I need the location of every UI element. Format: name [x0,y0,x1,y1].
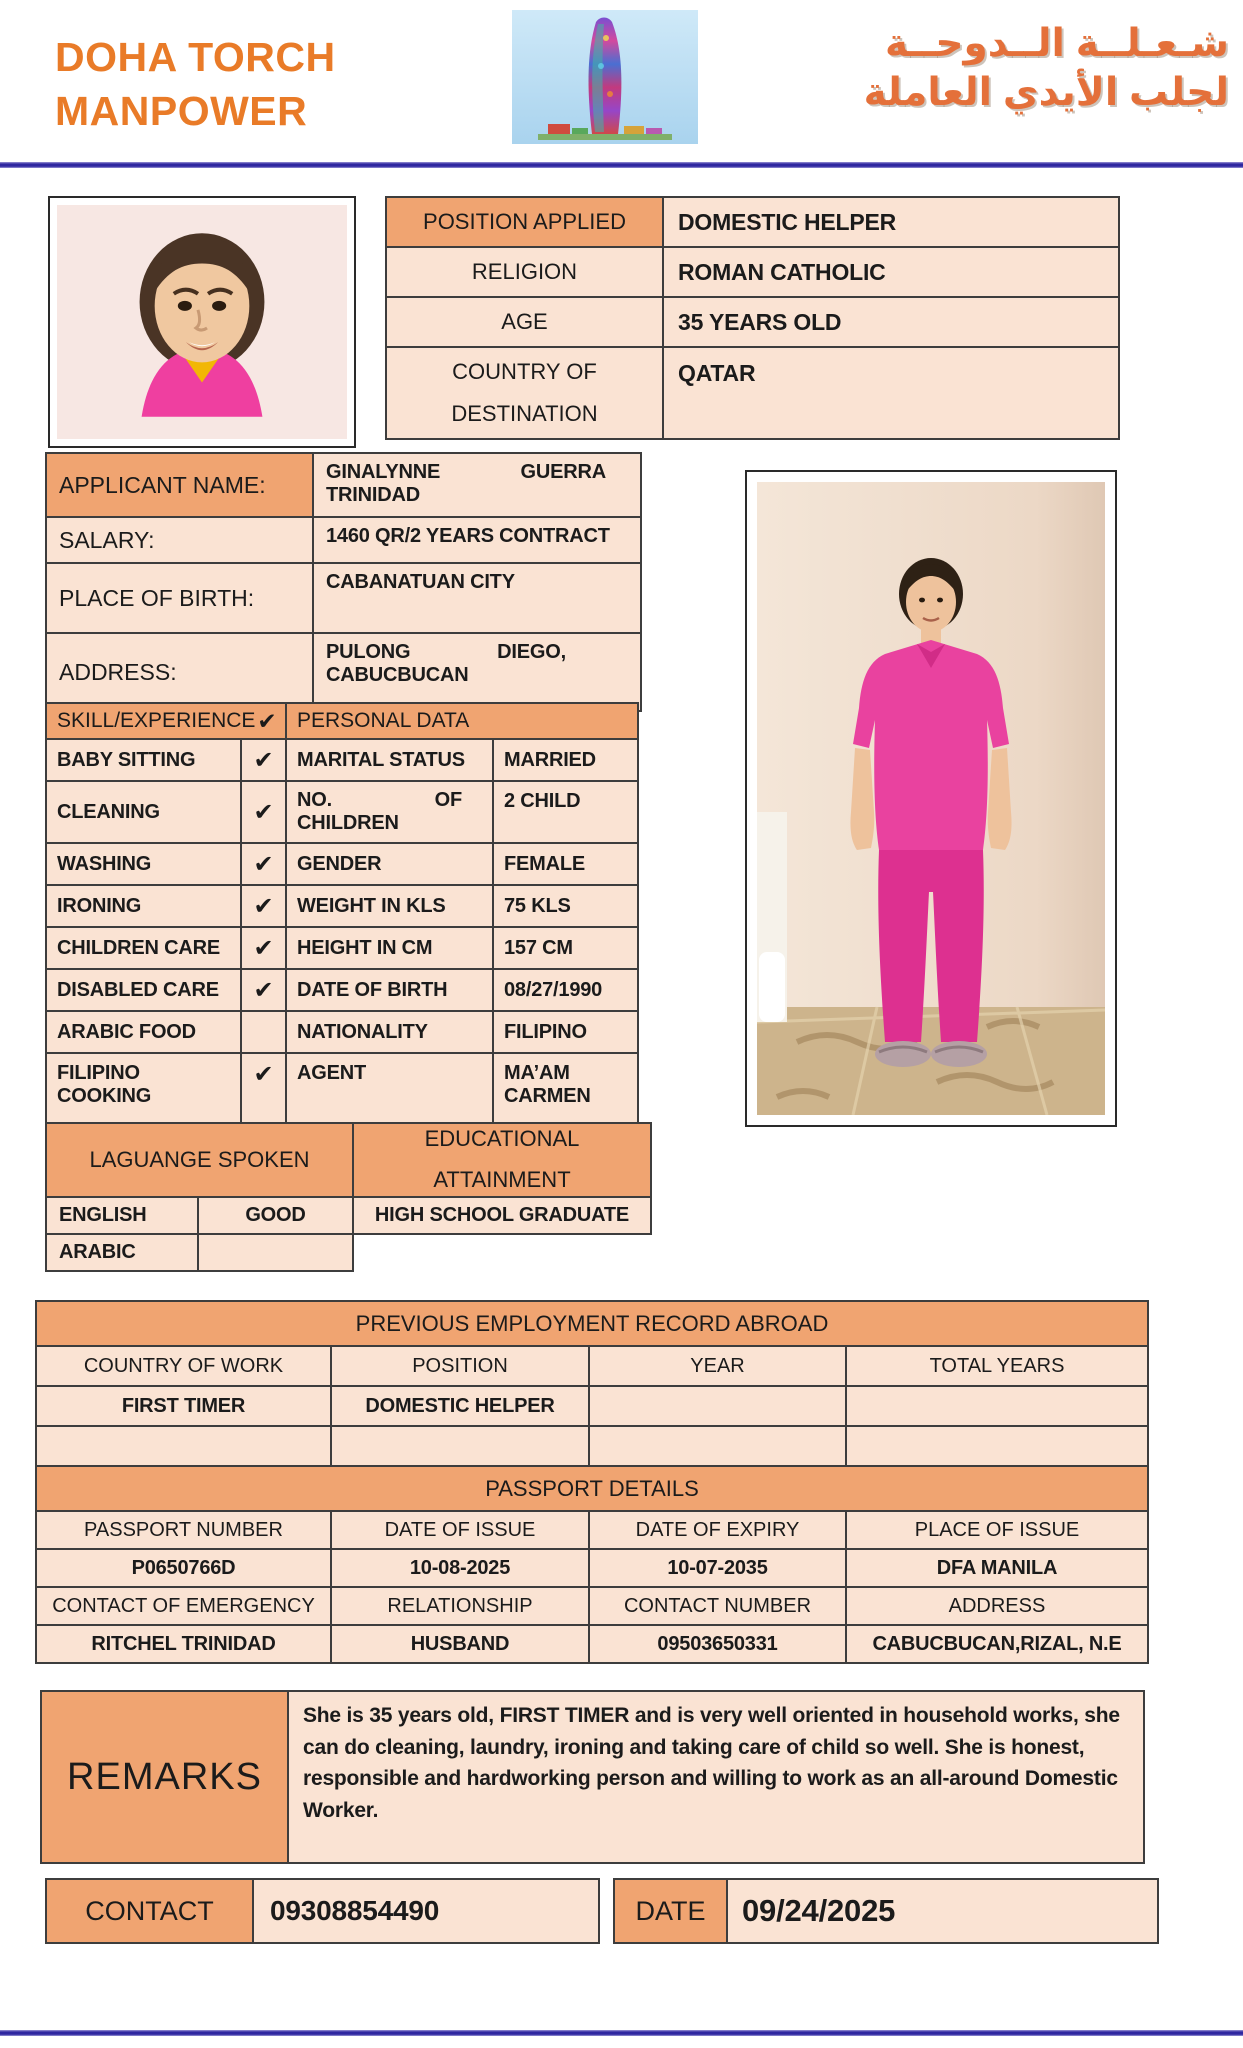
remarks-label: REMARKS [42,1692,289,1864]
country-of-work-column: COUNTRY OF WORK [37,1347,332,1387]
language-education-header [45,1122,652,1198]
no-of-children-value: 2 CHILD [494,782,639,844]
date-of-expiry-value: 10-07-2035 [590,1550,847,1588]
religion-value: ROMAN CATHOLIC [664,248,1120,298]
passport-details-title: PASSPORT DETAILS [37,1467,1149,1512]
emergency-address-value: CABUCBUCAN,RIZAL, N.E [847,1626,1149,1664]
doha-torch-tower-logo-icon [508,8,702,148]
empty-cell [37,1427,332,1467]
check-icon: ✔ [242,844,287,886]
check-icon: ✔ [242,886,287,928]
contact-number: 09308854490 [254,1880,600,1944]
age-label: AGE [387,298,664,348]
weight-label: WEIGHT IN KLS [287,886,494,928]
empty-cell [332,1427,590,1467]
skill-cleaning: CLEANING [47,782,242,844]
position-applied-label: POSITION APPLIED [387,198,664,248]
check-icon: ✔ [242,1054,287,1126]
position-applied-value: DOMESTIC HELPER [664,198,1120,248]
date-of-expiry-label: DATE OF EXPIRY [590,1512,847,1550]
height-label: HEIGHT IN CM [287,928,494,970]
skills-personal-header [45,702,639,740]
check-empty [242,1012,287,1054]
salary-value: 1460 QR/2 YEARS CONTRACT [314,518,642,564]
skills-personal-table [45,738,639,1126]
country-of-work-value: FIRST TIMER [37,1387,332,1427]
company-name-line1: DOHA TORCH [55,34,336,80]
contact-of-emergency-label: CONTACT OF EMERGENCY [37,1588,332,1626]
arabic-line2: لجلب الأيدي العاملة [863,70,1229,114]
applicant-details-table [45,452,642,712]
place-of-birth-label: PLACE OF BIRTH: [47,564,314,634]
date-bar [613,1878,1159,1944]
check-icon: ✔ [242,782,287,844]
nationality-value: FILIPINO [494,1012,639,1054]
country-of-destination-label: COUNTRY OF DESTINATION [387,348,664,440]
skill-ironing: IRONING [47,886,242,928]
age-value: 35 YEARS OLD [664,298,1120,348]
date-of-issue-label: DATE OF ISSUE [332,1512,590,1550]
arabic-level [199,1235,354,1272]
check-icon: ✔ [242,928,287,970]
country-of-destination-value: QATAR [664,348,1120,440]
place-of-birth-value: CABANATUAN CITY [314,564,642,634]
emergency-address-label: ADDRESS [847,1588,1149,1626]
date-of-issue-value: 10-08-2025 [332,1550,590,1588]
language-spoken-header: LAGUANGE SPOKEN [47,1124,354,1198]
check-icon: ✔ [242,740,287,782]
company-name [55,30,336,138]
employment-passport-table [35,1300,1149,1664]
empty-cell [847,1427,1149,1467]
previous-employment-title: PREVIOUS EMPLOYMENT RECORD ABROAD [37,1302,1149,1347]
applicant-portrait-photo [48,196,356,448]
skill-baby-sitting: BABY SITTING [47,740,242,782]
skill-disabled-care: DISABLED CARE [47,970,242,1012]
empty-cell [590,1427,847,1467]
religion-label: RELIGION [387,248,664,298]
applicant-name-value: GINALYNNE GUERRA TRINIDAD [314,454,642,518]
height-value: 157 CM [494,928,639,970]
marital-status-value: MARRIED [494,740,639,782]
arabic-line1: شـعـلــة الــدوحــة [885,22,1229,65]
applicant-fullbody-photo [745,470,1117,1127]
skill-experience-header: SKILL/EXPERIENCE ✔ [47,704,287,740]
place-of-issue-label: PLACE OF ISSUE [847,1512,1149,1550]
education-value: HIGH SCHOOL GRADUATE [354,1198,652,1235]
total-years-column: TOTAL YEARS [847,1347,1149,1387]
passport-number-value: P0650766D [37,1550,332,1588]
language-row-arabic [45,1233,354,1272]
gender-label: GENDER [287,844,494,886]
language-arabic: ARABIC [47,1235,199,1272]
weight-value: 75 KLS [494,886,639,928]
applicant-name-label: APPLICANT NAME: [47,454,314,518]
remarks-text: She is 35 years old, FIRST TIMER and is very well oriented in household works, she can do cleaning, laundry, ironing and taking care of child so well. She is honest, responsible and hardworking person and willing to work as an all-around Domestic Worker. [289,1692,1145,1864]
nationality-label: NATIONALITY [287,1012,494,1054]
address-value: PULONG DIEGO, CABUCBUCAN [314,634,642,712]
position-column: POSITION [332,1347,590,1387]
language-english: ENGLISH [47,1198,199,1235]
skill-arabic-food: ARABIC FOOD [47,1012,242,1054]
agent-label: AGENT [287,1054,494,1126]
header-divider-line [0,162,1243,168]
year-column: YEAR [590,1347,847,1387]
personal-data-header: PERSONAL DATA [287,704,639,740]
skill-filipino-cooking: FILIPINO COOKING [47,1054,242,1126]
footer-divider-line [0,2030,1243,2036]
skill-children-care: CHILDREN CARE [47,928,242,970]
contact-bar [45,1878,600,1944]
company-name-line2: MANPOWER [55,88,308,135]
marital-status-label: MARITAL STATUS [287,740,494,782]
passport-number-label: PASSPORT NUMBER [37,1512,332,1550]
remarks-section [40,1690,1145,1864]
language-row-english [45,1196,652,1235]
check-icon: ✔ [242,970,287,1012]
gender-value: FEMALE [494,844,639,886]
position-value: DOMESTIC HELPER [332,1387,590,1427]
relationship-label: RELATIONSHIP [332,1588,590,1626]
position-info-table [385,196,1120,440]
check-icon: ✔ [257,707,277,734]
contact-label: CONTACT [47,1880,254,1944]
contact-number-label: CONTACT NUMBER [590,1588,847,1626]
contact-number-value: 09503650331 [590,1626,847,1664]
agent-value: MA’AM CARMEN [494,1054,639,1126]
address-label: ADDRESS: [47,634,314,712]
english-level: GOOD [199,1198,354,1235]
no-of-children-label: NO. OF CHILDREN [287,782,494,844]
total-years-value [847,1387,1149,1427]
date-label: DATE [615,1880,728,1944]
company-name-arabic [864,20,1229,118]
contact-of-emergency-value: RITCHEL TRINIDAD [37,1626,332,1664]
educational-attainment-header: EDUCATIONAL ATTAINMENT [354,1124,652,1198]
relationship-value: HUSBAND [332,1626,590,1664]
skill-washing: WASHING [47,844,242,886]
salary-label: SALARY: [47,518,314,564]
date-of-birth-value: 08/27/1990 [494,970,639,1012]
date-of-birth-label: DATE OF BIRTH [287,970,494,1012]
place-of-issue-value: DFA MANILA [847,1550,1149,1588]
year-value [590,1387,847,1427]
date-value: 09/24/2025 [728,1880,1159,1944]
